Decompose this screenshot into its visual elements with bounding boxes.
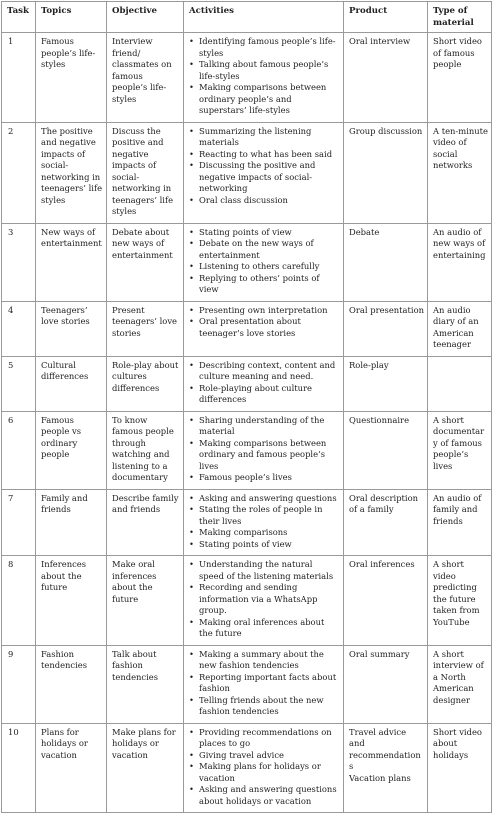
product-cell: [344, 223, 428, 301]
table-row: [2, 723, 492, 813]
activities-cell: [184, 223, 344, 301]
table-row: [2, 489, 492, 556]
objective-cell: To know famous people through watching and listening to a documentary: [107, 411, 184, 489]
activities-cell: [184, 645, 344, 723]
task-number-cell: 6: [2, 411, 36, 489]
topic-cell: Plans for holidays or vacation: [36, 723, 107, 813]
activity-item: • Oral class discussion: [197, 195, 340, 207]
topic-cell: The positive and negative impacts of social-networking in teenagers’ life styles: [36, 122, 107, 223]
activity-item: • Making comparisons between ordinary people’s and superstars’ life-styles: [197, 82, 340, 117]
activity-item: • Making comparisons: [197, 527, 340, 539]
objective-cell: Talk about fashion tendencies: [107, 645, 184, 723]
product-line: Vacation plans: [349, 772, 411, 783]
topic-cell: New ways of entertainment: [36, 223, 107, 301]
table-row: [2, 122, 492, 223]
activity-item: • Talking about famous people’s life-styles: [197, 59, 340, 82]
activities-list: [189, 559, 340, 640]
material-cell: A short documentary of famous people’s lives: [428, 411, 492, 489]
activity-item: • Oral presentation about teenager’s love stories: [197, 316, 340, 339]
table-row: [2, 356, 492, 411]
activity-item: • Understanding the natural speed of the listening materials: [197, 559, 340, 582]
topic-cell: Cultural differences: [36, 356, 107, 411]
activity-item: • Telling friends about the new fashion tendencies: [197, 695, 340, 718]
objective-cell: Present teenagers’ love stories: [107, 301, 184, 356]
activity-item: • Describing context, content and culture meaning and need.: [197, 360, 340, 383]
activity-item: • Making a summary about the new fashion tendencies: [197, 649, 340, 672]
task-number-cell: 7: [2, 489, 36, 556]
topic-cell: Teenagers’ love stories: [36, 301, 107, 356]
task-number-cell: 1: [2, 33, 36, 123]
activity-item: • Asking and answering questions: [197, 493, 340, 505]
activities-cell: [184, 33, 344, 123]
product-line: Role-play: [349, 359, 389, 370]
activity-item: • Identifying famous people’s life-styles: [197, 36, 340, 59]
activities-list: [189, 649, 340, 718]
activity-item: • Making comparisons between ordinary and famous people’s lives: [197, 438, 340, 473]
material-cell: An audio diary of an American teenager: [428, 301, 492, 356]
table-body: [2, 33, 492, 813]
activity-item: • Stating the roles of people in their lives: [197, 504, 340, 527]
activity-item: • Asking and answering questions about holidays or vacation: [197, 784, 340, 807]
activity-item: • Reacting to what has been said: [197, 149, 340, 161]
objective-cell: Role-play about cultures differences: [107, 356, 184, 411]
activity-item: • Sharing understanding of the material: [197, 415, 340, 438]
table-row: [2, 33, 492, 123]
activities-list: [189, 493, 340, 551]
material-cell: A short video predicting the future taken from YouTube: [428, 556, 492, 646]
product-cell: [344, 356, 428, 411]
product-line: Questionnaire: [349, 414, 410, 425]
product-cell: [344, 489, 428, 556]
topic-cell: Fashion tendencies: [36, 645, 107, 723]
product-cell: [344, 301, 428, 356]
topic-cell: Famous people’s life-styles: [36, 33, 107, 123]
header-activities: Activities: [184, 2, 344, 33]
activity-item: • Listening to others carefully: [197, 261, 340, 273]
table-row: [2, 645, 492, 723]
activities-list: [189, 360, 340, 406]
activities-cell: [184, 301, 344, 356]
product-line: Oral interview: [349, 36, 411, 46]
topic-cell: Family and friends: [36, 489, 107, 556]
topic-cell: Famous people vs ordinary people: [36, 411, 107, 489]
activity-item: • Summarizing the listening materials: [197, 126, 340, 149]
objective-cell: Make plans for holidays or vacation: [107, 723, 184, 813]
activity-item: • Recording and sending information via a WhatsApp group.: [197, 582, 340, 617]
header-product: Product: [344, 2, 428, 33]
activities-cell: [184, 723, 344, 813]
activities-list: [189, 126, 340, 207]
table-row: [2, 223, 492, 301]
product-cell: [344, 122, 428, 223]
material-cell: [428, 356, 492, 411]
material-cell: A ten-minute video of social networks: [428, 122, 492, 223]
activity-item: • Famous people’s lives: [197, 472, 340, 484]
objective-cell: Discuss the positive and negative impacts of social-networking in teenagers’ life styles: [107, 122, 184, 223]
material-cell: An audio of family and friends: [428, 489, 492, 556]
product-cell: [344, 33, 428, 123]
task-number-cell: 8: [2, 556, 36, 646]
activity-item: • Discussing the positive and negative impacts of social-networking: [197, 160, 340, 195]
product-cell: [344, 645, 428, 723]
header-topics: Topics: [36, 2, 107, 33]
header-row: [2, 2, 492, 33]
activities-list: [189, 727, 340, 808]
objective-cell: Debate about new ways of entertainment: [107, 223, 184, 301]
tasks-table: [1, 1, 492, 813]
table-row: [2, 556, 492, 646]
activity-item: • Presenting own interpretation: [197, 305, 340, 317]
activity-item: • Stating points of view: [197, 539, 340, 551]
topic-cell: Inferences about the future: [36, 556, 107, 646]
product-line: Group discussion: [349, 125, 423, 136]
activities-cell: [184, 489, 344, 556]
table-row: [2, 411, 492, 489]
objective-cell: Describe family and friends: [107, 489, 184, 556]
material-cell: Short video about holidays: [428, 723, 492, 813]
activities-list: [189, 305, 340, 340]
activity-item: • Making plans for holidays or vacation: [197, 761, 340, 784]
product-cell: [344, 556, 428, 646]
header-task: Task: [2, 2, 36, 33]
objective-cell: Interview friend/ classmates on famous people’s life-styles: [107, 33, 184, 123]
activities-cell: [184, 356, 344, 411]
product-cell: [344, 723, 428, 813]
table-row: [2, 301, 492, 356]
product-line: Oral description of a family: [349, 492, 419, 514]
material-cell: A short interview of a North American designer: [428, 645, 492, 723]
activities-cell: [184, 556, 344, 646]
activity-item: • Giving travel advice: [197, 750, 340, 762]
activities-cell: [184, 411, 344, 489]
task-number-cell: 4: [2, 301, 36, 356]
material-cell: Short video of famous people: [428, 33, 492, 123]
product-line: Oral inferences: [349, 559, 415, 569]
activities-cell: [184, 122, 344, 223]
activities-list: [189, 415, 340, 484]
task-number-cell: 5: [2, 356, 36, 411]
product-line: Debate: [349, 226, 380, 237]
task-number-cell: 2: [2, 122, 36, 223]
activity-item: • Reporting important facts about fashion: [197, 672, 340, 695]
activities-list: [189, 36, 340, 117]
product-cell: [344, 411, 428, 489]
activity-item: • Debate on the new ways of entertainment: [197, 238, 340, 261]
objective-cell: Make oral inferences about the future: [107, 556, 184, 646]
activity-item: • Providing recommendations on places to go: [197, 727, 340, 750]
task-number-cell: 9: [2, 645, 36, 723]
activities-list: [189, 227, 340, 296]
product-line: Oral summary: [349, 648, 410, 659]
product-line: Travel advice and recommendations: [349, 726, 421, 771]
activity-item: • Stating points of view: [197, 227, 340, 239]
activity-item: • Making oral inferences about the future: [197, 617, 340, 640]
product-line: Oral presentation: [349, 304, 425, 315]
header-objective: Objective: [107, 2, 184, 33]
material-cell: An audio of new ways of entertaining: [428, 223, 492, 301]
header-material: Type of material: [428, 2, 492, 33]
activity-item: • Replying to others’ points of view: [197, 273, 340, 296]
activity-item: • Role-playing about culture differences: [197, 383, 340, 406]
task-number-cell: 10: [2, 723, 36, 813]
task-number-cell: 3: [2, 223, 36, 301]
